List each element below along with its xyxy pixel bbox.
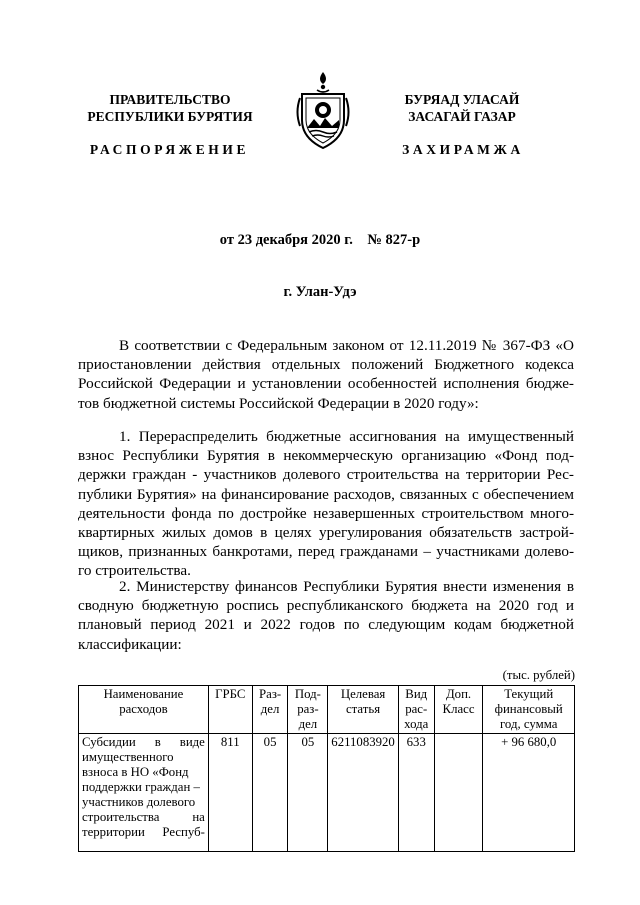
gov-name-ru-line1: ПРАВИТЕЛЬСТВО — [109, 92, 231, 107]
table-header-row — [79, 686, 575, 734]
cell-summa: + 96 680,0 — [483, 734, 575, 852]
coat-of-arms-icon — [292, 68, 354, 152]
cell-dop — [434, 734, 483, 852]
col-header-summa: Текущий финансовый год, сумма — [483, 686, 575, 734]
cell-podrazdel: 05 — [288, 734, 328, 852]
col-header-vid: Вид рас- хода — [398, 686, 434, 734]
item-2-line: сводную бюджетную роспись республиканского бюджета на 2020 год и — [78, 597, 574, 615]
col-header-podrazdel: Под- раз- дел — [288, 686, 328, 734]
gov-name-bua — [372, 91, 552, 125]
table-units: (тыс. рублей) — [502, 668, 575, 682]
doc-city: г. Улан-Удэ — [283, 284, 357, 300]
item-1-line: взнос Республики Бурятия в некоммерческую организацию «Фонд под- — [78, 447, 574, 465]
col-header-celevaya: Целевая статья — [328, 686, 399, 734]
cell-razdel: 05 — [252, 734, 288, 852]
gov-name-bua-line2: ЗАСАГАЙ ГАЗАР — [408, 109, 516, 124]
item-1-line: публики Бурятия» на финансирование расходов, связанных с обеспечением — [78, 485, 574, 503]
doc-number: № 827-р — [367, 232, 421, 248]
preamble-line: приостановлении действия отдельных положений Бюджетного кодекса — [78, 356, 574, 374]
item-2-line: классификации: — [78, 635, 182, 653]
gov-name-ru — [70, 91, 270, 125]
item-2-paragraph — [78, 577, 574, 654]
cell-celevaya: 6211083920 — [328, 734, 399, 852]
item-1-line: деятельности фонда по достройке незавершенных строительством много- — [78, 504, 574, 522]
gov-name-bua-line1: БУРЯАД УЛАСАЙ — [404, 92, 520, 107]
doc-date: от 23 декабря 2020 г. — [219, 232, 353, 248]
preamble-line: тов бюджетной системы Российской Федерации в 2020 году»: — [78, 394, 479, 412]
item-1-paragraph — [78, 427, 574, 581]
item-1-line: держки граждан - участников долевого строительства на территории Рес- — [78, 466, 574, 484]
preamble-line: В соответствии с Федеральным законом от 12.11.2019 № 367-ФЗ «О — [119, 337, 574, 354]
doc-date-line — [0, 232, 640, 249]
cell-grbs: 811 — [208, 734, 252, 852]
col-header-dop: Доп. Класс — [434, 686, 483, 734]
doc-type-bua: ЗАХИРАМЖА — [402, 142, 524, 157]
gov-name-ru-line2: РЕСПУБЛИКИ БУРЯТИЯ — [87, 109, 253, 124]
table-row — [79, 734, 575, 852]
item-1-line: 1. Перераспределить бюджетные ассигнования на имущественный — [119, 428, 574, 445]
col-header-grbs: ГРБС — [208, 686, 252, 734]
col-header-razdel: Раз- дел — [252, 686, 288, 734]
item-2-line: 2. Министерству финансов Республики Бурятия внести изменения в — [119, 578, 574, 595]
item-1-line: щиков, признанных банкротами, перед гражданами – участниками долево- — [78, 543, 574, 561]
cell-name: Субсидии в виде имущественного взноса в НО «Фонд поддержки граждан – участников долевого строительства на территории Респуб- — [79, 734, 209, 852]
col-header-name: Наименование расходов — [79, 686, 209, 734]
budget-table — [78, 685, 575, 852]
doc-type-ru: РАСПОРЯЖЕНИЕ — [89, 142, 250, 157]
item-1-line: квартирных жилых домов в целях урегулирования обязательств застрой- — [78, 524, 574, 542]
item-2-line: плановый период 2021 и 2022 годов по следующим кодам бюджетной — [78, 616, 574, 634]
cell-vid: 633 — [398, 734, 434, 852]
preamble-paragraph — [78, 336, 574, 413]
item-1-line: го строительства. — [78, 562, 191, 580]
preamble-line: Российской Федерации и установлении особенностей исполнения бюдже- — [78, 375, 574, 393]
